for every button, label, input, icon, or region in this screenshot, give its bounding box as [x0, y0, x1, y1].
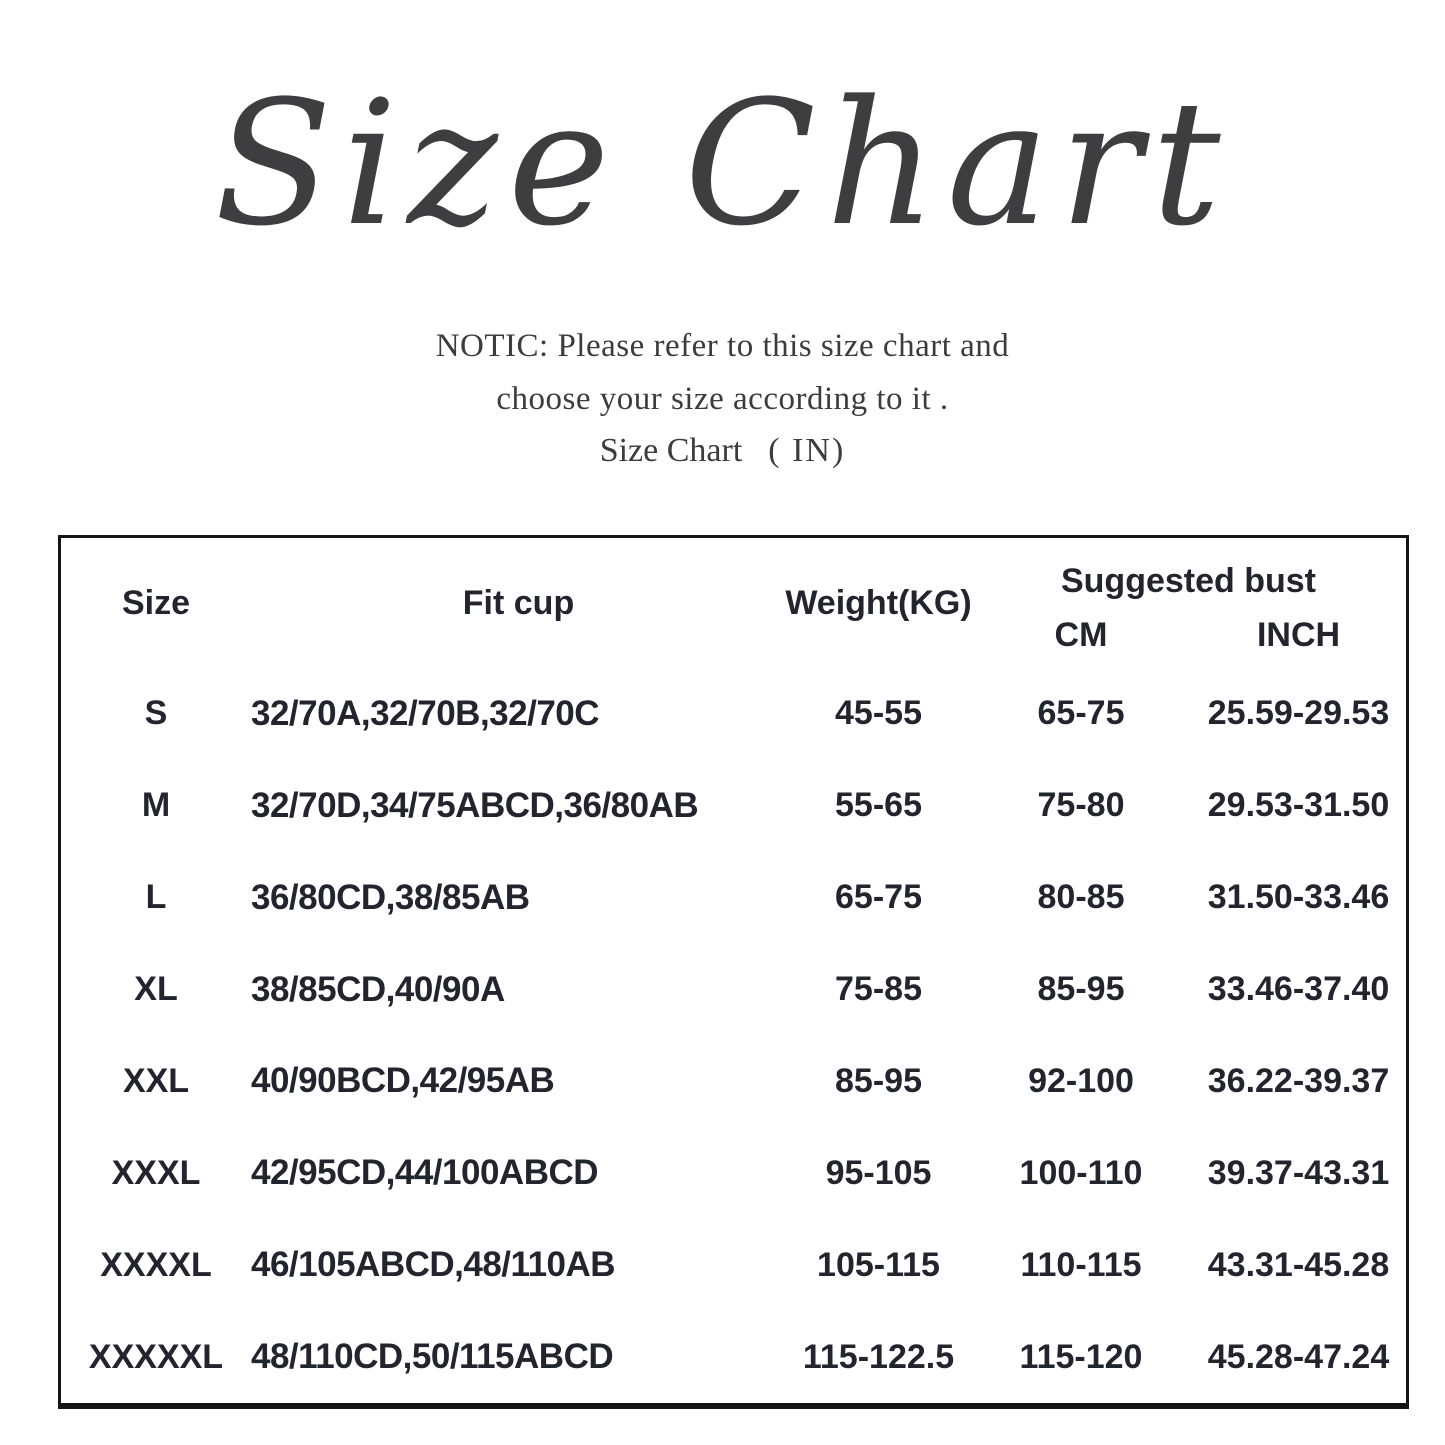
- table-row-xxxxxl: [61, 1311, 1406, 1403]
- cell-bust-inch: 36.22-39.37: [1207, 1061, 1390, 1100]
- table-row-xl: [61, 944, 1406, 1036]
- cell-bust-cm: 110-115: [1020, 1245, 1142, 1284]
- cell-size: L: [145, 878, 167, 917]
- column-header-fit-cup: Fit cup: [462, 583, 575, 622]
- column-header-suggested-bust: Suggested bust: [1060, 562, 1317, 600]
- cell-weight: 85-95: [835, 1061, 922, 1100]
- cell-bust-cm: 80-85: [1037, 878, 1125, 917]
- cell-bust-inch: 43.31-45.28: [1207, 1245, 1390, 1284]
- column-header-size: Size: [121, 583, 191, 622]
- caption-text: Size Chart: [599, 432, 743, 469]
- column-header-inch: INCH: [1256, 616, 1341, 654]
- cell-weight: 115-122.5: [802, 1337, 955, 1376]
- cell-fit-cup: 42/95CD,44/100ABCD: [251, 1153, 599, 1193]
- cell-fit-cup: 40/90BCD,42/95AB: [251, 1061, 555, 1101]
- cell-bust-cm: 75-80: [1037, 786, 1125, 825]
- cell-weight: 95-105: [825, 1153, 932, 1192]
- cell-bust-cm: 65-75: [1037, 694, 1125, 733]
- cell-size: S: [144, 694, 168, 733]
- column-header-cm: CM: [1054, 616, 1108, 654]
- table-row-l: [61, 852, 1406, 944]
- cell-bust-inch: 25.59-29.53: [1207, 694, 1390, 733]
- cell-bust-inch: 33.46-37.40: [1207, 970, 1390, 1009]
- cell-fit-cup: 36/80CD,38/85AB: [251, 877, 530, 917]
- cell-weight: 55-65: [835, 786, 922, 825]
- page-title: Size Chart: [214, 63, 1231, 264]
- cell-size: XXXXXL: [88, 1337, 224, 1376]
- table-row-xxl: [61, 1036, 1406, 1128]
- cell-size: M: [141, 786, 171, 825]
- size-table: [58, 535, 1409, 1409]
- table-row-xxxl: [61, 1127, 1406, 1219]
- column-header-weight: Weight(KG): [785, 583, 972, 622]
- cell-bust-inch: 31.50-33.46: [1207, 878, 1390, 917]
- notice-line-2: choose your size according to it .: [496, 381, 949, 417]
- cell-fit-cup: 48/110CD,50/115ABCD: [251, 1337, 614, 1377]
- cell-size: XXL: [122, 1061, 190, 1100]
- table-header-row: [61, 538, 1406, 668]
- cell-weight: 105-115: [817, 1245, 940, 1284]
- cell-size: XL: [134, 970, 178, 1009]
- table-body: [61, 668, 1406, 1403]
- notice-text: [0, 320, 1445, 426]
- table-row-s: [61, 668, 1406, 760]
- cell-bust-inch: 45.28-47.24: [1207, 1337, 1390, 1376]
- table-row-xxxxl: [61, 1219, 1406, 1311]
- cell-size: XXXXL: [100, 1245, 212, 1284]
- caption-unit-label: ( IN): [768, 432, 846, 469]
- cell-bust-inch: 29.53-31.50: [1207, 786, 1390, 825]
- cell-bust-cm: 115-120: [1019, 1337, 1143, 1376]
- cell-weight: 75-85: [835, 970, 922, 1009]
- cell-size: XXXL: [111, 1153, 201, 1192]
- cell-fit-cup: 32/70D,34/75ABCD,36/80AB: [251, 785, 699, 825]
- cell-weight: 65-75: [835, 878, 922, 917]
- cell-fit-cup: 46/105ABCD,48/110AB: [251, 1245, 616, 1285]
- cell-bust-inch: 39.37-43.31: [1207, 1153, 1390, 1192]
- cell-bust-cm: 85-95: [1037, 970, 1125, 1009]
- cell-bust-cm: 92-100: [1028, 1061, 1134, 1100]
- table-caption: [0, 432, 1445, 470]
- cell-fit-cup: 32/70A,32/70B,32/70C: [251, 693, 600, 733]
- table-row-m: [61, 760, 1406, 852]
- cell-bust-cm: 100-110: [1019, 1153, 1143, 1192]
- cell-fit-cup: 38/85CD,40/90A: [251, 969, 505, 1009]
- notice-line-1: NOTIC: Please refer to this size chart and: [435, 328, 1010, 364]
- cell-weight: 45-55: [835, 694, 922, 733]
